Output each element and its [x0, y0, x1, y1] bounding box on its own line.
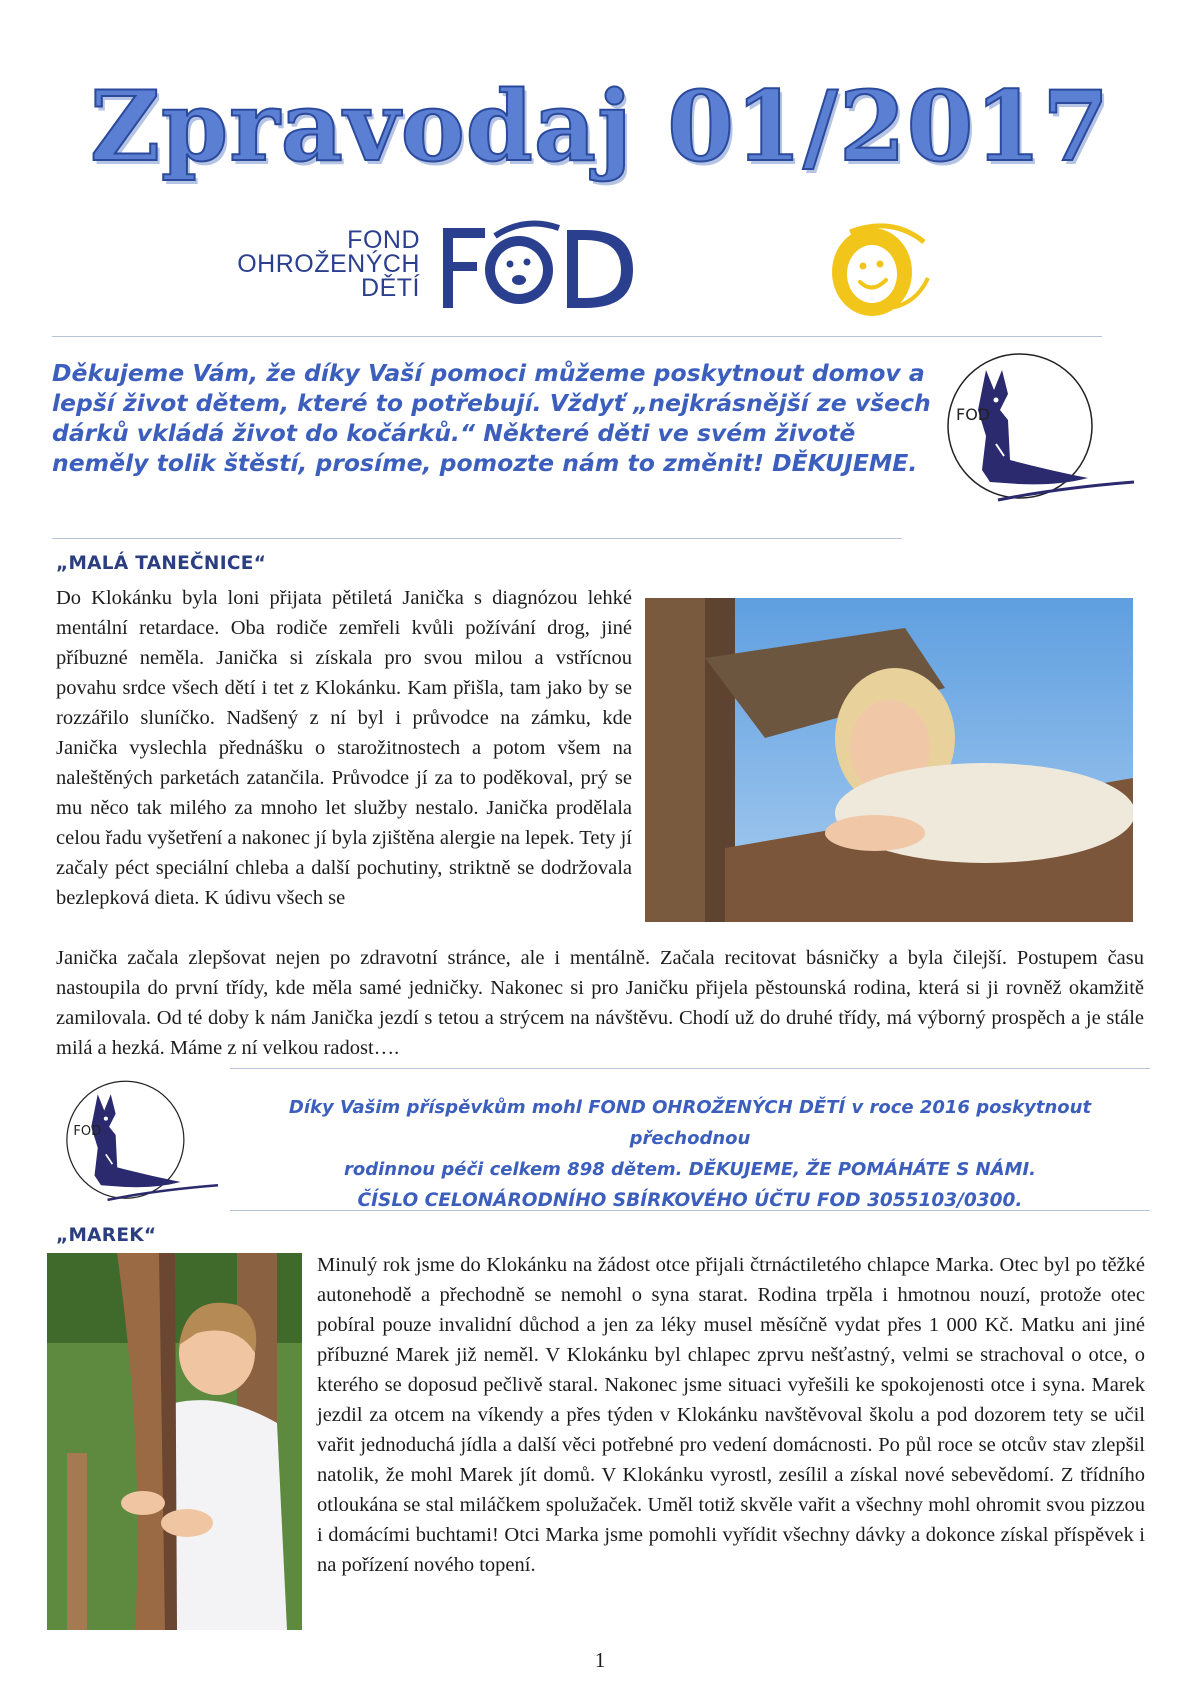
intro-text: Děkujeme Vám, že díky Vaší pomoci můžeme poskytnout domov a lepší život dětem, které to potřebují. Vždyť „nejkrásnější ze všech dárků vkládá život do kočárků.“ Některé děti ve svém životě neměly tolik štěstí, prosíme, pomozte nám to změnit! DĚKUJEME.: [52, 359, 931, 477]
fod-logo-line2: OHROŽENÝCH: [237, 250, 420, 278]
newsletter-title: Zpravodaj 01/2017: [89, 70, 1111, 183]
fod-logo-line3: DĚTÍ: [361, 274, 420, 302]
story2-heading: „MAREK“: [56, 1225, 157, 1246]
story2-text: Minulý rok jsme do Klokánku na žádost otce přijali čtrnáctiletého chlapce Marka. Otec byl po těžké autonehodě a přechodně se nemohl o syna starat. Rodina trpěla i hmotnou nouzí, protože otec pobíral pouze invalidní důchod a jen za léky musel měsíčně vydat přes 1 000 Kč. Matku ani jiné příbuzné Marek již neměl. V Klokánku byl chlapec zprvu nešťastný, velmi se strachoval o otce, o kterého se doposud pečlivě staral. Nakonec jsme situaci vyřešili ke spokojenosti otce i syna. Marek jezdil za otcem na víkendy a přes týden v Klokánku navštěvoval školu a pod dozorem tety se učil vařit jednoduchá jídla a další věci potřebné pro vedení domácnosti. Po půl roce se otcův stav zlepšil natolik, že mohl Marek jít domů. V Klokánku vyrostl, zesílil a získal nové sebevědomí. Z třídního otloukána se stal miláčkem spolužaček. Uměl totiž skvěle vařit a všechny mohl ohromit svou pizzou i domácími buchtami! Otci Marka jsme pomohli vyřídit všechny dávky a dokonce získal příspěvek i na pořízení nového topení.: [317, 1254, 1145, 1576]
fod-logo-line1: FOND: [347, 226, 420, 254]
photo-boy: [47, 1253, 302, 1630]
smiley-logo: [820, 220, 930, 320]
kangaroo-logo-label: FOD: [73, 1123, 102, 1139]
account-number-line: ČÍSLO CELONÁRODNÍHO SBÍRKOVÉHO ÚČTU FOD 3055103/0300.: [357, 1190, 1023, 1211]
kangaroo-logo-label: FOD: [956, 405, 991, 424]
support-line1: Díky Vašim příspěvkům mohl FOND OHROŽENÝCH DĚTÍ v roce 2016 poskytnout přechodnou: [288, 1097, 1092, 1149]
kangaroo-logo: [938, 350, 1138, 510]
story1-heading: „MALÁ TANEČNICE“: [56, 553, 267, 574]
kangaroo-logo: [55, 1078, 225, 1208]
support-line2: rodinnou péči celkem 898 dětem. DĚKUJEME, ŽE POMÁHÁTE S NÁMI.: [344, 1159, 1036, 1180]
photo-girl: [645, 598, 1133, 922]
page-number: 1: [594, 1648, 606, 1672]
divider: [230, 1068, 1150, 1069]
fod-logo-mark: [435, 218, 655, 318]
divider: [52, 538, 902, 539]
fod-logo-text: [150, 228, 420, 300]
story1-text-part2: Janička začala zlepšovat nejen po zdravotní stránce, ale i mentálně. Začala recitovat básničky a byla čilejší. Postupem času nastoupila do první třídy, kde měla samé jedničky. Nakonec si pro Janičku přijela pěstounská rodina, která si ji rovněž okamžitě zamilovala. Od té doby k nám Janička jezdí s tetou a strýcem na návštěvu. Chodí už do druhé třídy, má výborný prospěch a je stále milá a hezká. Máme z ní velkou radost….: [56, 947, 1144, 1059]
divider: [52, 336, 1102, 337]
divider: [230, 1210, 1150, 1211]
support-message: [230, 1092, 1150, 1216]
story1-text-part1: Do Klokánku byla loni přijata pětiletá Janička s diagnózou lehké mentální retardace. Oba rodiče zemřeli kvůli požívání drog, jiné příbuzné neměla. Janička si získala pro svou milou a vstřícnou povahu srdce všech dětí i tet z Klokánku. Kam přišla, tam jako by se rozzářilo sluníčko. Nadšený z ní byl i průvodce na zámku, kde Janička vyslechla přednášku o starožitnostech a potom všem na naleštěných parketách zatančila. Průvodce jí za to poděkoval, prý se mu něco tak milého za mnoho let služby nestalo. Janička prodělala celou řadu vyšetření a nakonec jí byla zjištěna alergie na lepek. Tety jí začaly péct speciální chleba a další pochutiny, striktně se dodržovala bezlepková dieta. K údivu všech se: [56, 587, 632, 909]
